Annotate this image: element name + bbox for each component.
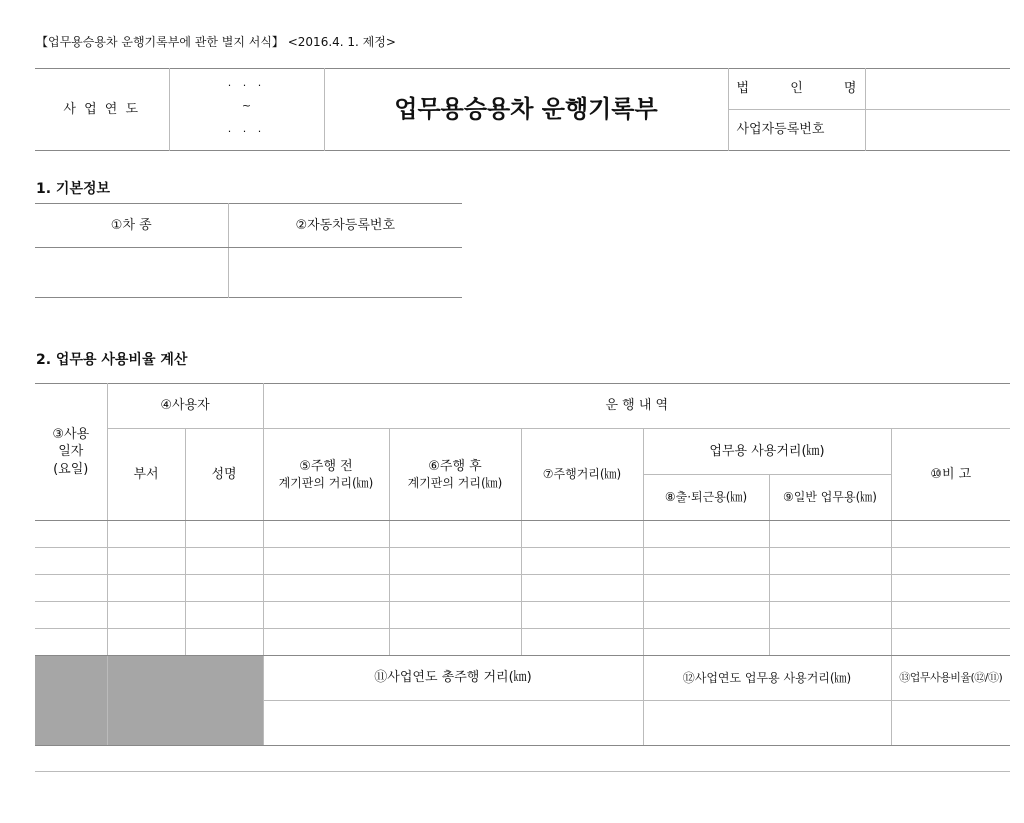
table-cell[interactable] <box>389 602 521 629</box>
date-tilde: ~ <box>241 99 252 113</box>
car-reg-field[interactable] <box>228 248 462 298</box>
table-cell[interactable] <box>35 521 107 548</box>
table-row <box>35 548 1010 575</box>
odometer-before-line1: ⑤주행 전 <box>299 458 353 474</box>
table-cell[interactable] <box>769 602 891 629</box>
use-date-line1: ③사용 <box>52 426 90 442</box>
user-header: ④사용자 <box>107 384 263 429</box>
use-date-header <box>35 384 107 521</box>
corp-name-label: 법 인 명 <box>728 69 865 110</box>
table-cell[interactable] <box>107 629 185 656</box>
table-cell[interactable] <box>107 521 185 548</box>
fiscal-year-label: 사 업 연 도 <box>35 69 169 151</box>
basic-info-table <box>35 203 462 298</box>
table-cell[interactable] <box>769 629 891 656</box>
total-distance-field[interactable] <box>263 701 643 746</box>
table-cell[interactable] <box>35 629 107 656</box>
date-end-dots: . . . <box>227 121 266 135</box>
table-cell[interactable] <box>107 548 185 575</box>
biz-reg-label: 사업자등록번호 <box>728 110 865 151</box>
header-table <box>35 68 1010 151</box>
corp-name-field[interactable] <box>865 69 1010 110</box>
table-cell[interactable] <box>185 629 263 656</box>
total-distance-header: ⑪사업연도 총주행 거리(㎞) <box>263 656 643 701</box>
table-cell[interactable] <box>185 548 263 575</box>
table-cell[interactable] <box>35 602 107 629</box>
table-cell[interactable] <box>107 575 185 602</box>
fiscal-year-range[interactable] <box>169 69 324 151</box>
table-cell[interactable] <box>891 602 1010 629</box>
table-cell[interactable] <box>389 548 521 575</box>
table-row <box>35 602 1010 629</box>
bottom-divider <box>35 771 1010 772</box>
table-cell[interactable] <box>643 521 769 548</box>
table-cell[interactable] <box>769 521 891 548</box>
table-cell[interactable] <box>643 575 769 602</box>
odometer-after-line1: ⑥주행 후 <box>428 458 482 474</box>
odometer-after-header <box>389 429 521 521</box>
table-cell[interactable] <box>521 548 643 575</box>
section1-heading: 1. 기본정보 <box>36 181 111 197</box>
business-distance-header: 업무용 사용거리(㎞) <box>643 429 891 475</box>
shaded-cell <box>35 656 107 746</box>
table-cell[interactable] <box>263 575 389 602</box>
business-ratio-header: ⑬업무사용비율(⑫/⑪) <box>891 656 1010 701</box>
usage-table <box>35 383 1010 746</box>
remarks-header: ⑩비 고 <box>891 429 1010 521</box>
section2-heading: 2. 업무용 사용비율 계산 <box>36 352 188 368</box>
table-cell[interactable] <box>107 602 185 629</box>
table-cell[interactable] <box>263 602 389 629</box>
table-cell[interactable] <box>891 575 1010 602</box>
shaded-cell <box>107 656 263 746</box>
table-cell[interactable] <box>521 602 643 629</box>
odometer-before-header <box>263 429 389 521</box>
table-cell[interactable] <box>389 575 521 602</box>
use-date-line2: 일자 <box>58 444 84 460</box>
odometer-before-line2: 계기판의 거리(㎞) <box>278 476 374 491</box>
table-cell[interactable] <box>891 629 1010 656</box>
commute-header: ⑧출·퇴근용(㎞) <box>643 475 769 521</box>
general-business-header: ⑨일반 업무용(㎞) <box>769 475 891 521</box>
table-cell[interactable] <box>643 629 769 656</box>
table-cell[interactable] <box>521 629 643 656</box>
car-type-header: ①차 종 <box>35 204 228 248</box>
table-cell[interactable] <box>769 575 891 602</box>
table-cell[interactable] <box>263 548 389 575</box>
table-cell[interactable] <box>35 548 107 575</box>
date-start-dots: . . . <box>227 76 266 90</box>
business-ratio-field[interactable] <box>891 701 1010 746</box>
table-cell[interactable] <box>185 575 263 602</box>
table-cell[interactable] <box>521 575 643 602</box>
table-row <box>35 629 1010 656</box>
biz-reg-field[interactable] <box>865 110 1010 151</box>
table-cell[interactable] <box>263 629 389 656</box>
table-cell[interactable] <box>521 521 643 548</box>
table-row <box>35 575 1010 602</box>
page-title: 업무용승용차 운행기록부 <box>324 69 728 151</box>
dept-header: 부서 <box>107 429 185 521</box>
table-cell[interactable] <box>643 548 769 575</box>
year-business-distance-field[interactable] <box>643 701 891 746</box>
table-cell[interactable] <box>389 521 521 548</box>
year-business-distance-header: ⑫사업연도 업무용 사용거리(㎞) <box>643 656 891 701</box>
table-row <box>35 521 1010 548</box>
table-cell[interactable] <box>891 548 1010 575</box>
name-header: 성명 <box>185 429 263 521</box>
table-cell[interactable] <box>263 521 389 548</box>
table-cell[interactable] <box>185 602 263 629</box>
use-date-line3: (요일) <box>53 461 89 477</box>
table-cell[interactable] <box>891 521 1010 548</box>
odometer-after-line2: 계기판의 거리(㎞) <box>407 476 503 491</box>
car-reg-header: ②자동차등록번호 <box>228 204 462 248</box>
car-type-field[interactable] <box>35 248 228 298</box>
distance-header: ⑦주행거리(㎞) <box>521 429 643 521</box>
table-cell[interactable] <box>35 575 107 602</box>
table-cell[interactable] <box>185 521 263 548</box>
table-cell[interactable] <box>389 629 521 656</box>
table-cell[interactable] <box>643 602 769 629</box>
driving-details-header: 운 행 내 역 <box>263 384 1010 429</box>
form-note: 【업무용승용차 운행기록부에 관한 별지 서식】 <2016.4. 1. 제정> <box>36 35 396 49</box>
table-cell[interactable] <box>769 548 891 575</box>
